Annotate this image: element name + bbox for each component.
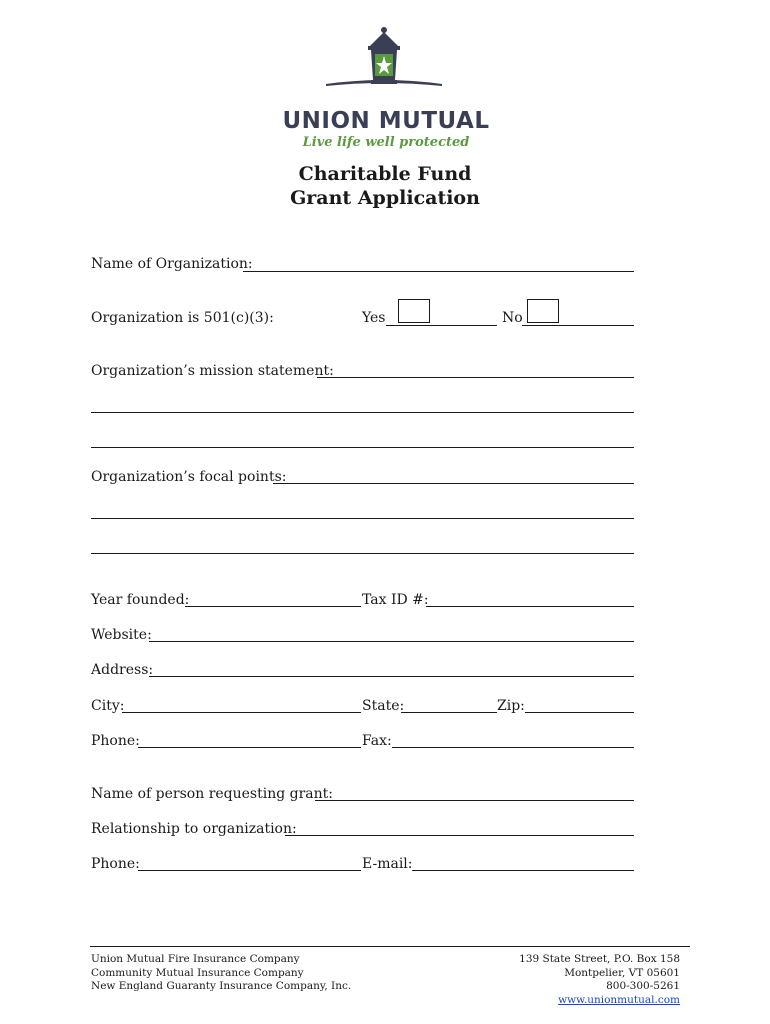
- footer-website-link[interactable]: www.unionmutual.com: [558, 993, 680, 1006]
- footer-phone: 800-300-5261: [606, 980, 680, 992]
- yes-label: Yes: [362, 310, 386, 326]
- org-name-label: Name of Organization:: [91, 256, 253, 272]
- email-label: E-mail:: [362, 856, 413, 872]
- mission-label: Organization’s mission statement:: [91, 363, 334, 379]
- phone-label: Phone:: [91, 733, 140, 749]
- mission-field-line-3[interactable]: [91, 447, 634, 448]
- no-label: No: [502, 310, 523, 326]
- org-501-label: Organization is 501(c)(3):: [91, 310, 274, 326]
- city-field[interactable]: [122, 712, 361, 713]
- tax-id-label: Tax ID #:: [362, 592, 429, 608]
- org-name-field[interactable]: [243, 271, 634, 272]
- footer-company-1: Union Mutual Fire Insurance Company: [91, 953, 300, 965]
- brand-tagline: Live life well protected: [302, 135, 470, 150]
- year-founded-label: Year founded:: [91, 592, 190, 608]
- mission-field-line-2[interactable]: [91, 412, 634, 413]
- requester-field[interactable]: [315, 800, 634, 801]
- brand-name: UNION MUTUAL: [282, 108, 490, 134]
- city-label: City:: [91, 698, 125, 714]
- fax-label: Fax:: [362, 733, 392, 749]
- year-founded-field[interactable]: [185, 606, 361, 607]
- lantern-icon: [276, 26, 496, 110]
- address-field[interactable]: [149, 676, 634, 677]
- requester-phone-field[interactable]: [138, 870, 361, 871]
- state-label: State:: [362, 698, 405, 714]
- no-checkbox[interactable]: [527, 299, 559, 323]
- footer-address-city: Montpelier, VT 05601: [564, 966, 680, 979]
- footer-contact: [480, 953, 680, 1007]
- union-mutual-logo: [276, 26, 496, 150]
- state-field[interactable]: [401, 712, 497, 713]
- zip-field[interactable]: [525, 712, 634, 713]
- page-title-line2: Grant Application: [290, 187, 480, 209]
- address-label: Address:: [91, 662, 154, 678]
- zip-label: Zip:: [497, 698, 525, 714]
- yes-checkbox[interactable]: [398, 299, 430, 323]
- phone-field[interactable]: [138, 747, 361, 748]
- relationship-field[interactable]: [285, 835, 634, 836]
- focal-field-line-1[interactable]: [273, 483, 634, 484]
- tax-id-field[interactable]: [426, 606, 634, 607]
- requester-label: Name of person requesting grant:: [91, 786, 334, 802]
- footer-company-list: [91, 953, 351, 994]
- yes-line: [386, 325, 497, 326]
- relationship-label: Relationship to organization:: [91, 821, 297, 837]
- mission-field-line-1[interactable]: [317, 377, 634, 378]
- website-label: Website:: [91, 627, 152, 643]
- fax-field[interactable]: [392, 747, 634, 748]
- footer-address-street: 139 State Street, P.O. Box 158: [519, 953, 680, 965]
- footer-company-3: New England Guaranty Insurance Company, Inc.: [91, 980, 352, 992]
- website-field[interactable]: [149, 641, 634, 642]
- no-line: [522, 325, 634, 326]
- footer-divider: [90, 946, 690, 947]
- email-field[interactable]: [412, 870, 634, 871]
- requester-phone-label: Phone:: [91, 856, 140, 872]
- footer-company-2: Community Mutual Insurance Company: [91, 966, 304, 979]
- focal-field-line-3[interactable]: [91, 553, 634, 554]
- focal-field-line-2[interactable]: [91, 518, 634, 519]
- page-title-line1: Charitable Fund: [298, 163, 472, 185]
- focal-label: Organization’s focal points:: [91, 469, 287, 485]
